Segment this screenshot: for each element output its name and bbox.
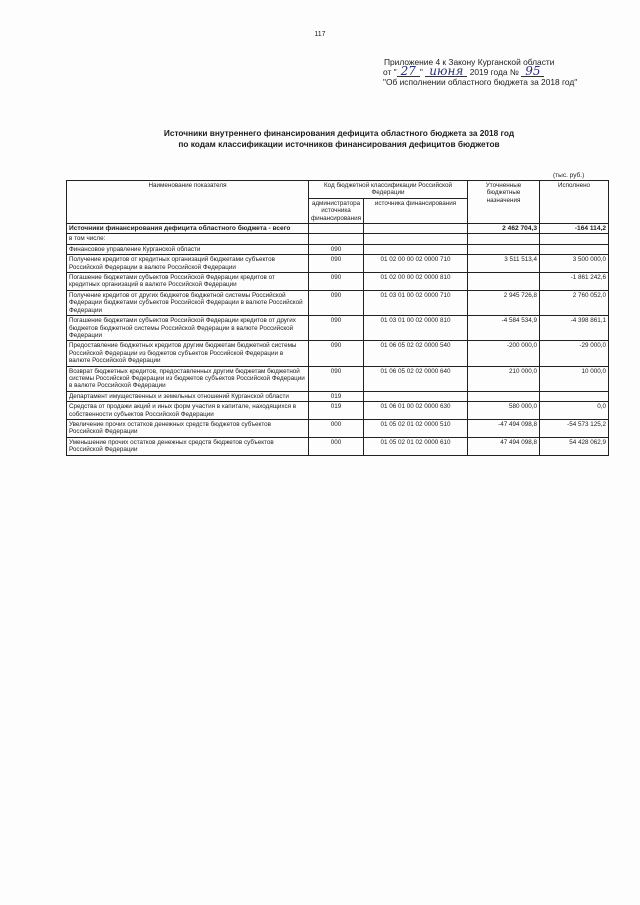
cell-planned: 210 000,0 — [468, 366, 540, 391]
cell-executed: 10 000,0 — [540, 366, 609, 391]
cell-admin-code: 000 — [309, 437, 364, 455]
cell-executed: 3 500 000,0 — [540, 255, 609, 273]
cell-name: Погашение бюджетами субъектов Российской Федерации кредитов от других бюджетов бюджетной системы Российской Федерации в валюте Российской Федерации — [67, 316, 309, 341]
handwritten-month: июня — [425, 67, 467, 77]
table-row — [67, 437, 609, 455]
cell-name: Получение кредитов от других бюджетов бюджетной системы Российской Федерации бюджетами субъектов Российской Федерации в валюте Российской Федерации — [67, 290, 309, 315]
page-number: 117 — [314, 31, 326, 38]
cell-name: Возврат бюджетных кредитов, предоставленных другим бюджетам бюджетной системы Российской Федерации из бюджетов субъектов Российской Федерации в валюте Российской Федерации — [67, 366, 309, 391]
cell-name: Увеличение прочих остатков денежных средств бюджетов субъектов Российской Федерации — [67, 419, 309, 437]
table-row — [67, 234, 609, 244]
table-row — [67, 402, 609, 420]
cell-source-code — [364, 224, 468, 234]
year-text: 2019 года № — [469, 67, 519, 77]
table-row — [67, 391, 609, 401]
table-row — [67, 273, 609, 291]
cell-executed — [540, 234, 609, 244]
cell-executed: -164 114,2 — [540, 224, 609, 234]
table-row — [67, 316, 609, 341]
cell-admin-code — [309, 234, 364, 244]
cell-source-code — [364, 244, 468, 254]
cell-executed: -1 861 242,6 — [540, 273, 609, 291]
table-row — [67, 290, 609, 315]
cell-source-code: 01 02 00 00 02 0000 710 — [364, 255, 468, 273]
table-row — [67, 341, 609, 366]
header-planned: Уточненные бюджетные назначения — [468, 181, 540, 224]
cell-name: Департамент имущественных и земельных отношений Курганской области — [67, 391, 309, 401]
cell-planned — [468, 391, 540, 401]
cell-name: в том числе: — [67, 234, 309, 244]
quote-close: " — [419, 67, 423, 77]
cell-admin-code: 090 — [309, 366, 364, 391]
cell-executed: -29 000,0 — [540, 341, 609, 366]
table-row — [67, 244, 609, 254]
cell-admin-code: 090 — [309, 273, 364, 291]
cell-executed: 54 428 062,9 — [540, 437, 609, 455]
cell-source-code: 01 05 02 01 02 0000 510 — [364, 419, 468, 437]
cell-planned: -200 000,0 — [468, 341, 540, 366]
header-admin: администратора источника финансирования — [309, 198, 364, 223]
cell-source-code — [364, 391, 468, 401]
cell-planned: 2 462 704,3 — [468, 224, 540, 234]
cell-source-code: 01 06 05 02 02 0000 640 — [364, 366, 468, 391]
cell-name: Предоставление бюджетных кредитов другим бюджетам бюджетной системы Российской Федерации из бюджетов субъектов Российской Федерации в валюте Российской Федерации — [67, 341, 309, 366]
cell-planned: 580 000,0 — [468, 402, 540, 420]
title-line-2: по кодам классификации источников финансирования дефицитов бюджетов — [178, 139, 500, 149]
cell-admin-code: 019 — [309, 402, 364, 420]
title-line-1: Источники внутреннего финансирования дефицита областного бюджета за 2018 год — [163, 128, 515, 138]
table-row — [67, 366, 609, 391]
appendix-header — [383, 57, 628, 87]
table-row — [67, 224, 609, 234]
cell-executed: -4 398 861,1 — [540, 316, 609, 341]
cell-executed: 0,0 — [540, 402, 609, 420]
cell-executed — [540, 244, 609, 254]
handwritten-day: 27 — [397, 67, 420, 77]
appendix-title: Приложение 4 к Закону Курганской области — [384, 57, 555, 67]
cell-admin-code: 019 — [309, 391, 364, 401]
cell-name: Уменьшение прочих остатков денежных средств бюджетов субъектов Российской Федерации — [67, 437, 309, 455]
cell-source-code: 01 02 00 00 02 0000 810 — [364, 273, 468, 291]
table-row — [67, 419, 609, 437]
cell-admin-code: 090 — [309, 316, 364, 341]
cell-planned: -47 494 098,8 — [468, 419, 540, 437]
cell-admin-code — [309, 224, 364, 234]
table-row — [67, 255, 609, 273]
cell-executed: -54 573 125,2 — [540, 419, 609, 437]
header-source: источника финансирования — [364, 198, 468, 223]
table-body — [67, 224, 609, 456]
cell-planned — [468, 234, 540, 244]
cell-source-code: 01 03 01 00 02 0000 710 — [364, 290, 468, 315]
cell-admin-code: 090 — [309, 244, 364, 254]
cell-admin-code: 090 — [309, 341, 364, 366]
cell-planned — [468, 273, 540, 291]
cell-planned: 47 494 098,8 — [468, 437, 540, 455]
cell-planned: -4 584 534,9 — [468, 316, 540, 341]
cell-source-code: 01 06 01 00 02 0000 630 — [364, 402, 468, 420]
cell-executed — [540, 391, 609, 401]
from-label: от " — [383, 67, 397, 77]
cell-name: Средства от продажи акций и иных форм участия в капитале, находящихся в собственности субъектов Российской Федерации — [67, 402, 309, 420]
cell-name: Погашение бюджетами субъектов Российской Федерации кредитов от кредитных организаций в валюте Российской Федерации — [67, 273, 309, 291]
cell-admin-code: 000 — [309, 419, 364, 437]
cell-source-code — [364, 234, 468, 244]
cell-source-code: 01 06 05 02 02 0000 540 — [364, 341, 468, 366]
cell-planned — [468, 244, 540, 254]
cell-planned: 3 511 513,4 — [468, 255, 540, 273]
unit-label: (тыс. руб.) — [553, 172, 585, 179]
header-code-group: Код бюджетной классификации Российской Федерации — [309, 181, 468, 199]
cell-source-code: 01 03 01 00 02 0000 810 — [364, 316, 468, 341]
appendix-date-line — [383, 64, 628, 78]
appendix-subject: "Об исполнении областного бюджета за 2018 год" — [383, 77, 578, 87]
document-title — [64, 128, 614, 150]
cell-executed: 2 760 052,0 — [540, 290, 609, 315]
cell-source-code: 01 05 02 01 02 0000 610 — [364, 437, 468, 455]
handwritten-number: 95 — [521, 67, 544, 77]
cell-name: Источники финансирования дефицита областного бюджета - всего — [67, 224, 309, 234]
financing-sources-table — [66, 180, 609, 456]
cell-name: Финансовое управление Курганской области — [67, 244, 309, 254]
header-name: Наименование показателя — [67, 181, 309, 224]
cell-admin-code: 090 — [309, 255, 364, 273]
cell-name: Получение кредитов от кредитных организаций бюджетами субъектов Российской Федерации в валюте Российской Федерации — [67, 255, 309, 273]
cell-planned: 2 945 726,8 — [468, 290, 540, 315]
header-executed: Исполнено — [540, 181, 609, 224]
cell-admin-code: 090 — [309, 290, 364, 315]
